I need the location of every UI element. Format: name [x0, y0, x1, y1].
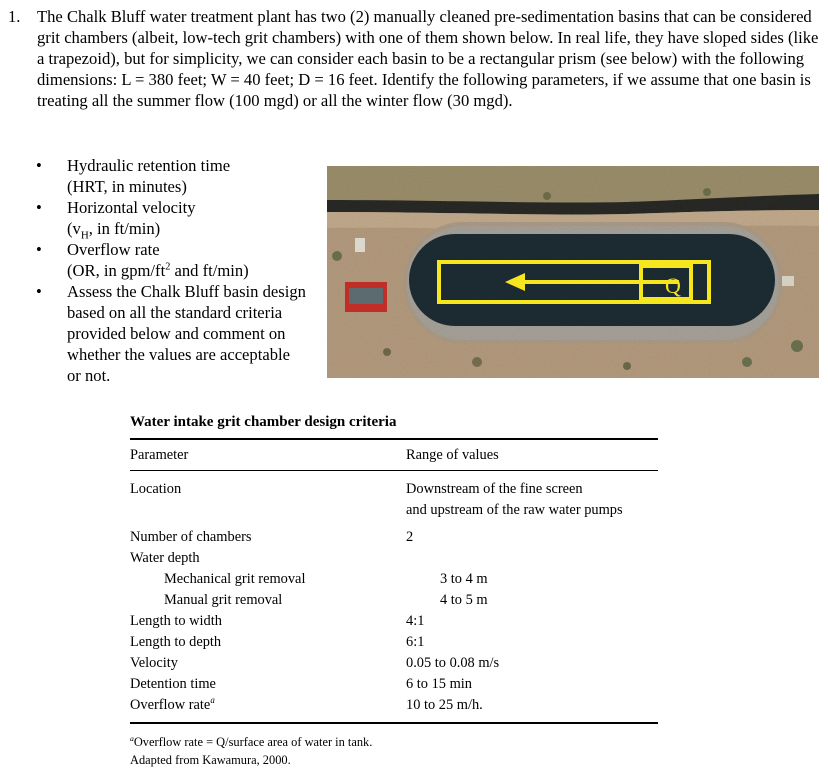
bullet-icon: •: [36, 198, 42, 217]
table-row: Number of chambers 2: [130, 529, 414, 545]
table-row: Detention time 6 to 15 min: [130, 676, 472, 692]
design-criteria-table: [130, 410, 658, 769]
table-row: Length to depth 6:1: [130, 634, 425, 650]
bullet-line: Assess the Chalk Bluff basin design based on all the standard criteria provided below and comment on whether the values are acceptable or not.: [67, 282, 306, 385]
table-row: Overflow rate$^a$ 10 to 25 m/h.: [130, 695, 483, 713]
header-range: Range of values: [406, 446, 499, 463]
table-row: Water depth: [130, 550, 200, 566]
table-row: Manual grit removal 4 to 5 m: [164, 592, 488, 608]
table-rule-bottom: [130, 722, 658, 724]
list-item: [36, 281, 306, 386]
table-row: Mechanical grit removal 3 to 4 m: [164, 571, 488, 587]
bullet-icon: •: [36, 282, 42, 301]
table-footnote: $^a$Overflow rate = Q/surface area of water in tank. Adapted from Kawamura, 2000.: [130, 733, 658, 769]
aerial-image: [327, 166, 819, 378]
table-source: Adapted from Kawamura, 2000.: [130, 753, 291, 767]
list-item: [36, 197, 306, 242]
problem-text: The Chalk Bluff water treatment plant has two (2) manually cleaned pre-sedimentation basins that can be considered grit chambers (albeit, low-tech grit chambers) with one of them shown below. In real life, they have sloped sides (like a trapezoid), but for simplicity, we can consider each basin to be a rectangular prism (see below) with the following dimensions: L = 380 feet; W = 40 feet; D = 16 feet. Identify the following parameters, if we assume that one basin is treating all the summer flow (100 mgd) or all the winter flow (30 mgd).: [37, 7, 819, 110]
table-row: Velocity 0.05 to 0.08 m/s: [130, 655, 500, 671]
basin-aerial-photo: [327, 166, 819, 378]
bullet-line: (OR, in gpm/$ft^2$ and ft/min): [67, 261, 249, 280]
problem-number: 1.: [8, 7, 21, 26]
bullet-line: Hydraulic retention time: [67, 156, 231, 175]
bullet-icon: •: [36, 156, 42, 175]
flow-label: Q: [665, 273, 681, 298]
bullet-line: Horizontal velocity: [67, 198, 196, 217]
table-row: Location Downstream of the fine screen and upstream of the raw water pumps: [130, 481, 623, 518]
bullet-line: (HRT, in minutes): [67, 177, 187, 196]
list-item: [36, 239, 306, 281]
list-item: [36, 155, 306, 197]
table-row: Length to width 4:1: [130, 613, 425, 629]
parameter-list: [36, 155, 306, 386]
table-title: Water intake grit chamber design criteria: [130, 414, 397, 430]
table-header: [130, 440, 658, 470]
header-parameter: Parameter: [130, 446, 189, 463]
bullet-icon: •: [36, 240, 42, 259]
bullet-line: ($v_H$, in ft/min): [67, 219, 161, 242]
bullet-line: Overflow rate: [67, 240, 160, 259]
problem-statement: [8, 6, 820, 111]
